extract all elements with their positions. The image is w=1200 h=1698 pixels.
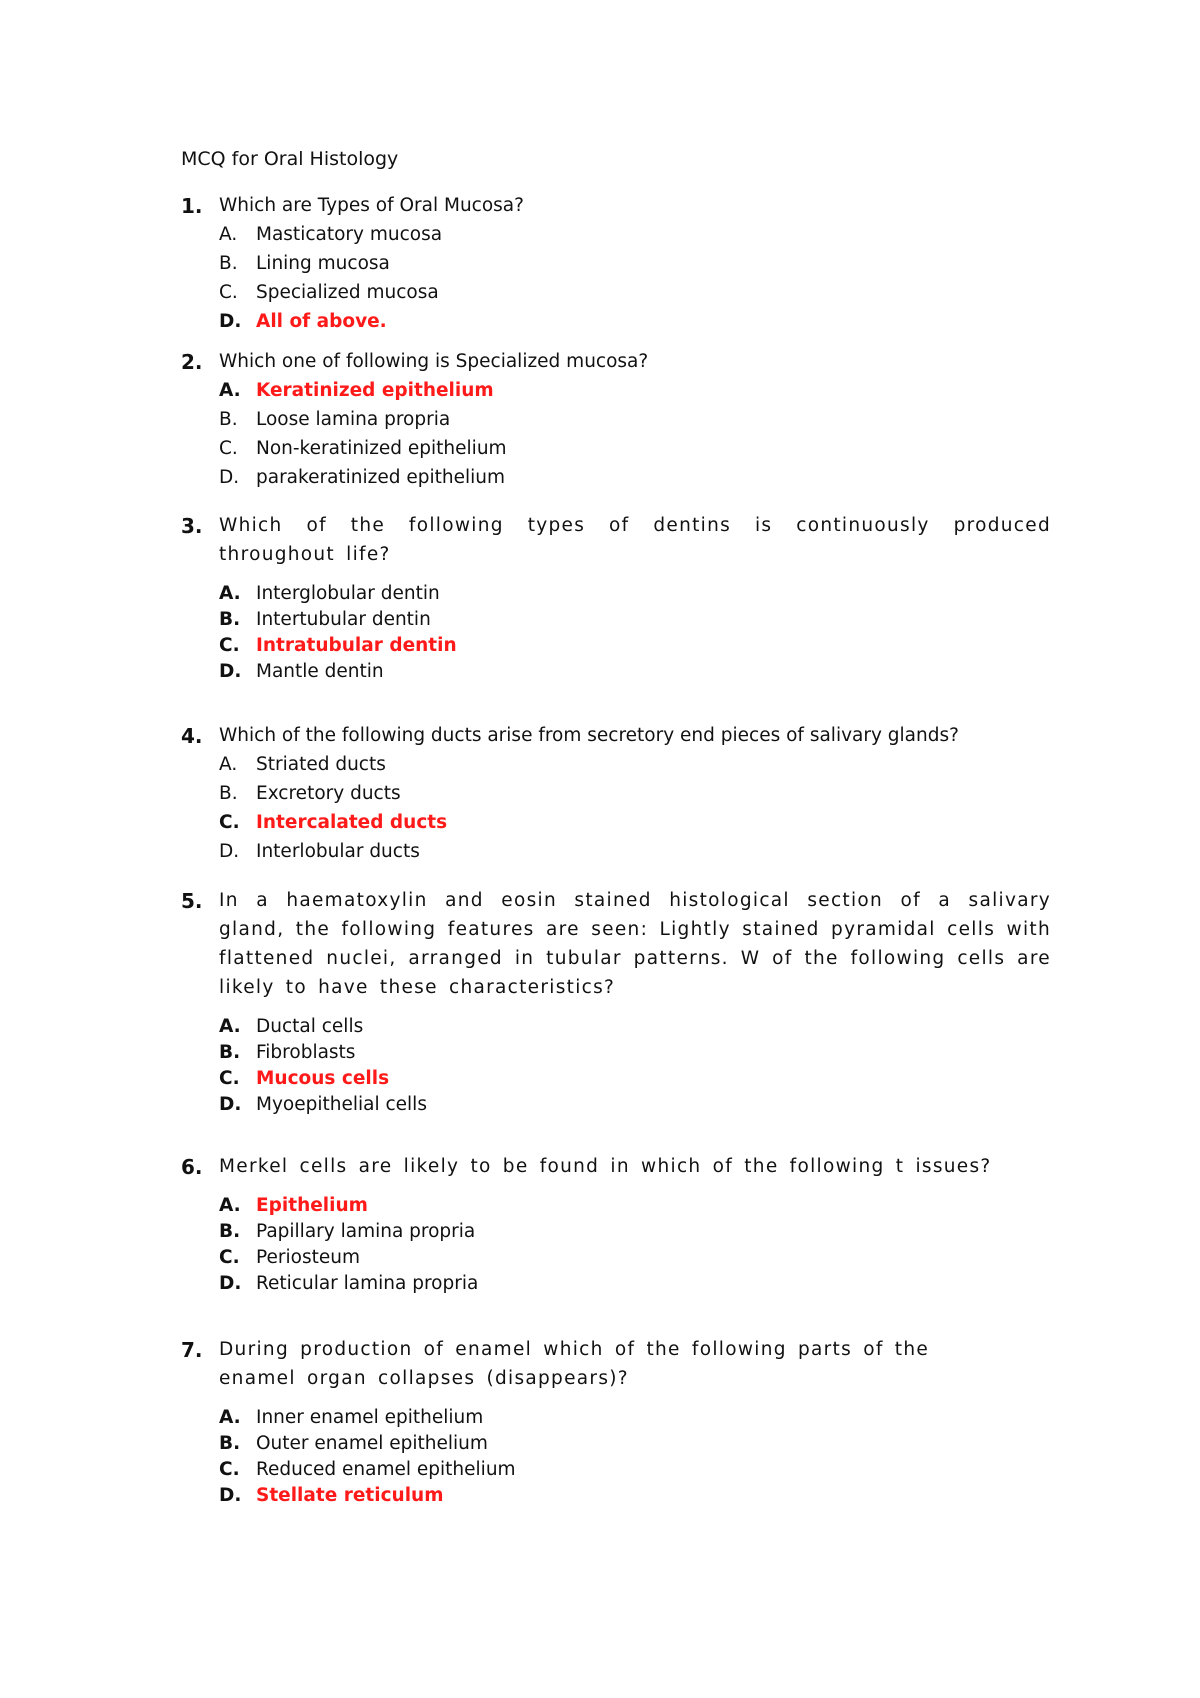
option-list xyxy=(219,1405,1051,1509)
question-1 xyxy=(181,194,1051,336)
option-d: D. parakeratinized epithelium xyxy=(219,467,506,488)
option-a: A. Keratinized epithelium xyxy=(219,376,1051,405)
option-b: B. Outer enamel epithelium xyxy=(219,1433,488,1454)
option-a: A. Epithelium xyxy=(219,1193,1051,1219)
question-number: 7. xyxy=(181,1338,203,1362)
question-6 xyxy=(181,1155,1051,1297)
option-b: B. Excretory ducts xyxy=(219,783,401,804)
question-number: 6. xyxy=(181,1155,203,1179)
option-a: A. Interglobular dentin xyxy=(219,583,440,604)
question-2 xyxy=(181,350,1051,492)
question-number: 3. xyxy=(181,514,203,538)
option-a: A. Inner enamel epithelium xyxy=(219,1407,484,1428)
option-d: D. Reticular lamina propria xyxy=(219,1273,479,1294)
question-text: Which of the following ducts arise from secretory end pieces of salivary glands? xyxy=(219,725,959,746)
question-text: In a haematoxylin and eosin stained histological section of a salivary gland, the following features are seen: Lightly stained pyramidal cells with flattened nuclei, arranged in tubular patterns. W of the following cells are likely to have these characteristics? xyxy=(219,890,1051,998)
option-list xyxy=(219,750,1051,866)
option-c: C. Specialized mucosa xyxy=(219,282,439,303)
question-5 xyxy=(181,889,1051,1118)
correct-answer: Keratinized epithelium xyxy=(256,380,494,401)
question-number: 5. xyxy=(181,889,203,913)
question-text: During production of enamel which of the following parts of the enamel organ collapses (disappears)? xyxy=(219,1339,930,1389)
option-d: D. Stellate reticulum xyxy=(219,1483,1051,1509)
correct-answer: Intratubular dentin xyxy=(256,635,457,656)
option-b: B. Intertubular dentin xyxy=(219,609,431,630)
question-number: 4. xyxy=(181,724,203,748)
question-4 xyxy=(181,724,1051,866)
option-list xyxy=(219,1193,1051,1297)
option-d: D. Mantle dentin xyxy=(219,661,384,682)
option-c: C. Periosteum xyxy=(219,1247,360,1268)
option-d: D. Myoepithelial cells xyxy=(219,1094,427,1115)
option-b: B. Papillary lamina propria xyxy=(219,1221,476,1242)
correct-answer: All of above. xyxy=(256,311,387,332)
option-a: A. Striated ducts xyxy=(219,754,386,775)
option-c: C. Non-keratinized epithelium xyxy=(219,438,507,459)
option-b: B. Fibroblasts xyxy=(219,1042,356,1063)
option-list xyxy=(219,581,1051,685)
option-c: C. Reduced enamel epithelium xyxy=(219,1459,516,1480)
option-b: B. Lining mucosa xyxy=(219,253,390,274)
correct-answer: Stellate reticulum xyxy=(256,1485,444,1506)
correct-answer: Mucous cells xyxy=(256,1068,390,1089)
question-3 xyxy=(181,514,1051,685)
question-number: 2. xyxy=(181,350,203,374)
option-c: C. Intratubular dentin xyxy=(219,633,1051,659)
option-list xyxy=(219,1014,1051,1118)
correct-answer: Intercalated ducts xyxy=(256,812,448,833)
question-7 xyxy=(181,1338,1051,1509)
option-c: C. Intercalated ducts xyxy=(219,808,1051,837)
option-list xyxy=(219,220,1051,336)
question-text: Which are Types of Oral Mucosa? xyxy=(219,195,524,216)
option-list xyxy=(219,376,1051,492)
option-c: C. Mucous cells xyxy=(219,1066,1051,1092)
question-text: Which one of following is Specialized mucosa? xyxy=(219,351,649,372)
option-d: D. Interlobular ducts xyxy=(219,841,420,862)
option-d: D. All of above. xyxy=(219,307,1051,336)
question-text: Merkel cells are likely to be found in which of the following t issues? xyxy=(219,1156,992,1177)
option-b: B. Loose lamina propria xyxy=(219,409,451,430)
question-text: Which of the following types of dentins is continuously produced throughout life? xyxy=(219,515,1051,565)
document-title: MCQ for Oral Histology xyxy=(181,148,399,170)
correct-answer: Epithelium xyxy=(256,1195,368,1216)
option-a: A. Ductal cells xyxy=(219,1016,364,1037)
option-a: A. Masticatory mucosa xyxy=(219,224,443,245)
question-number: 1. xyxy=(181,194,203,218)
